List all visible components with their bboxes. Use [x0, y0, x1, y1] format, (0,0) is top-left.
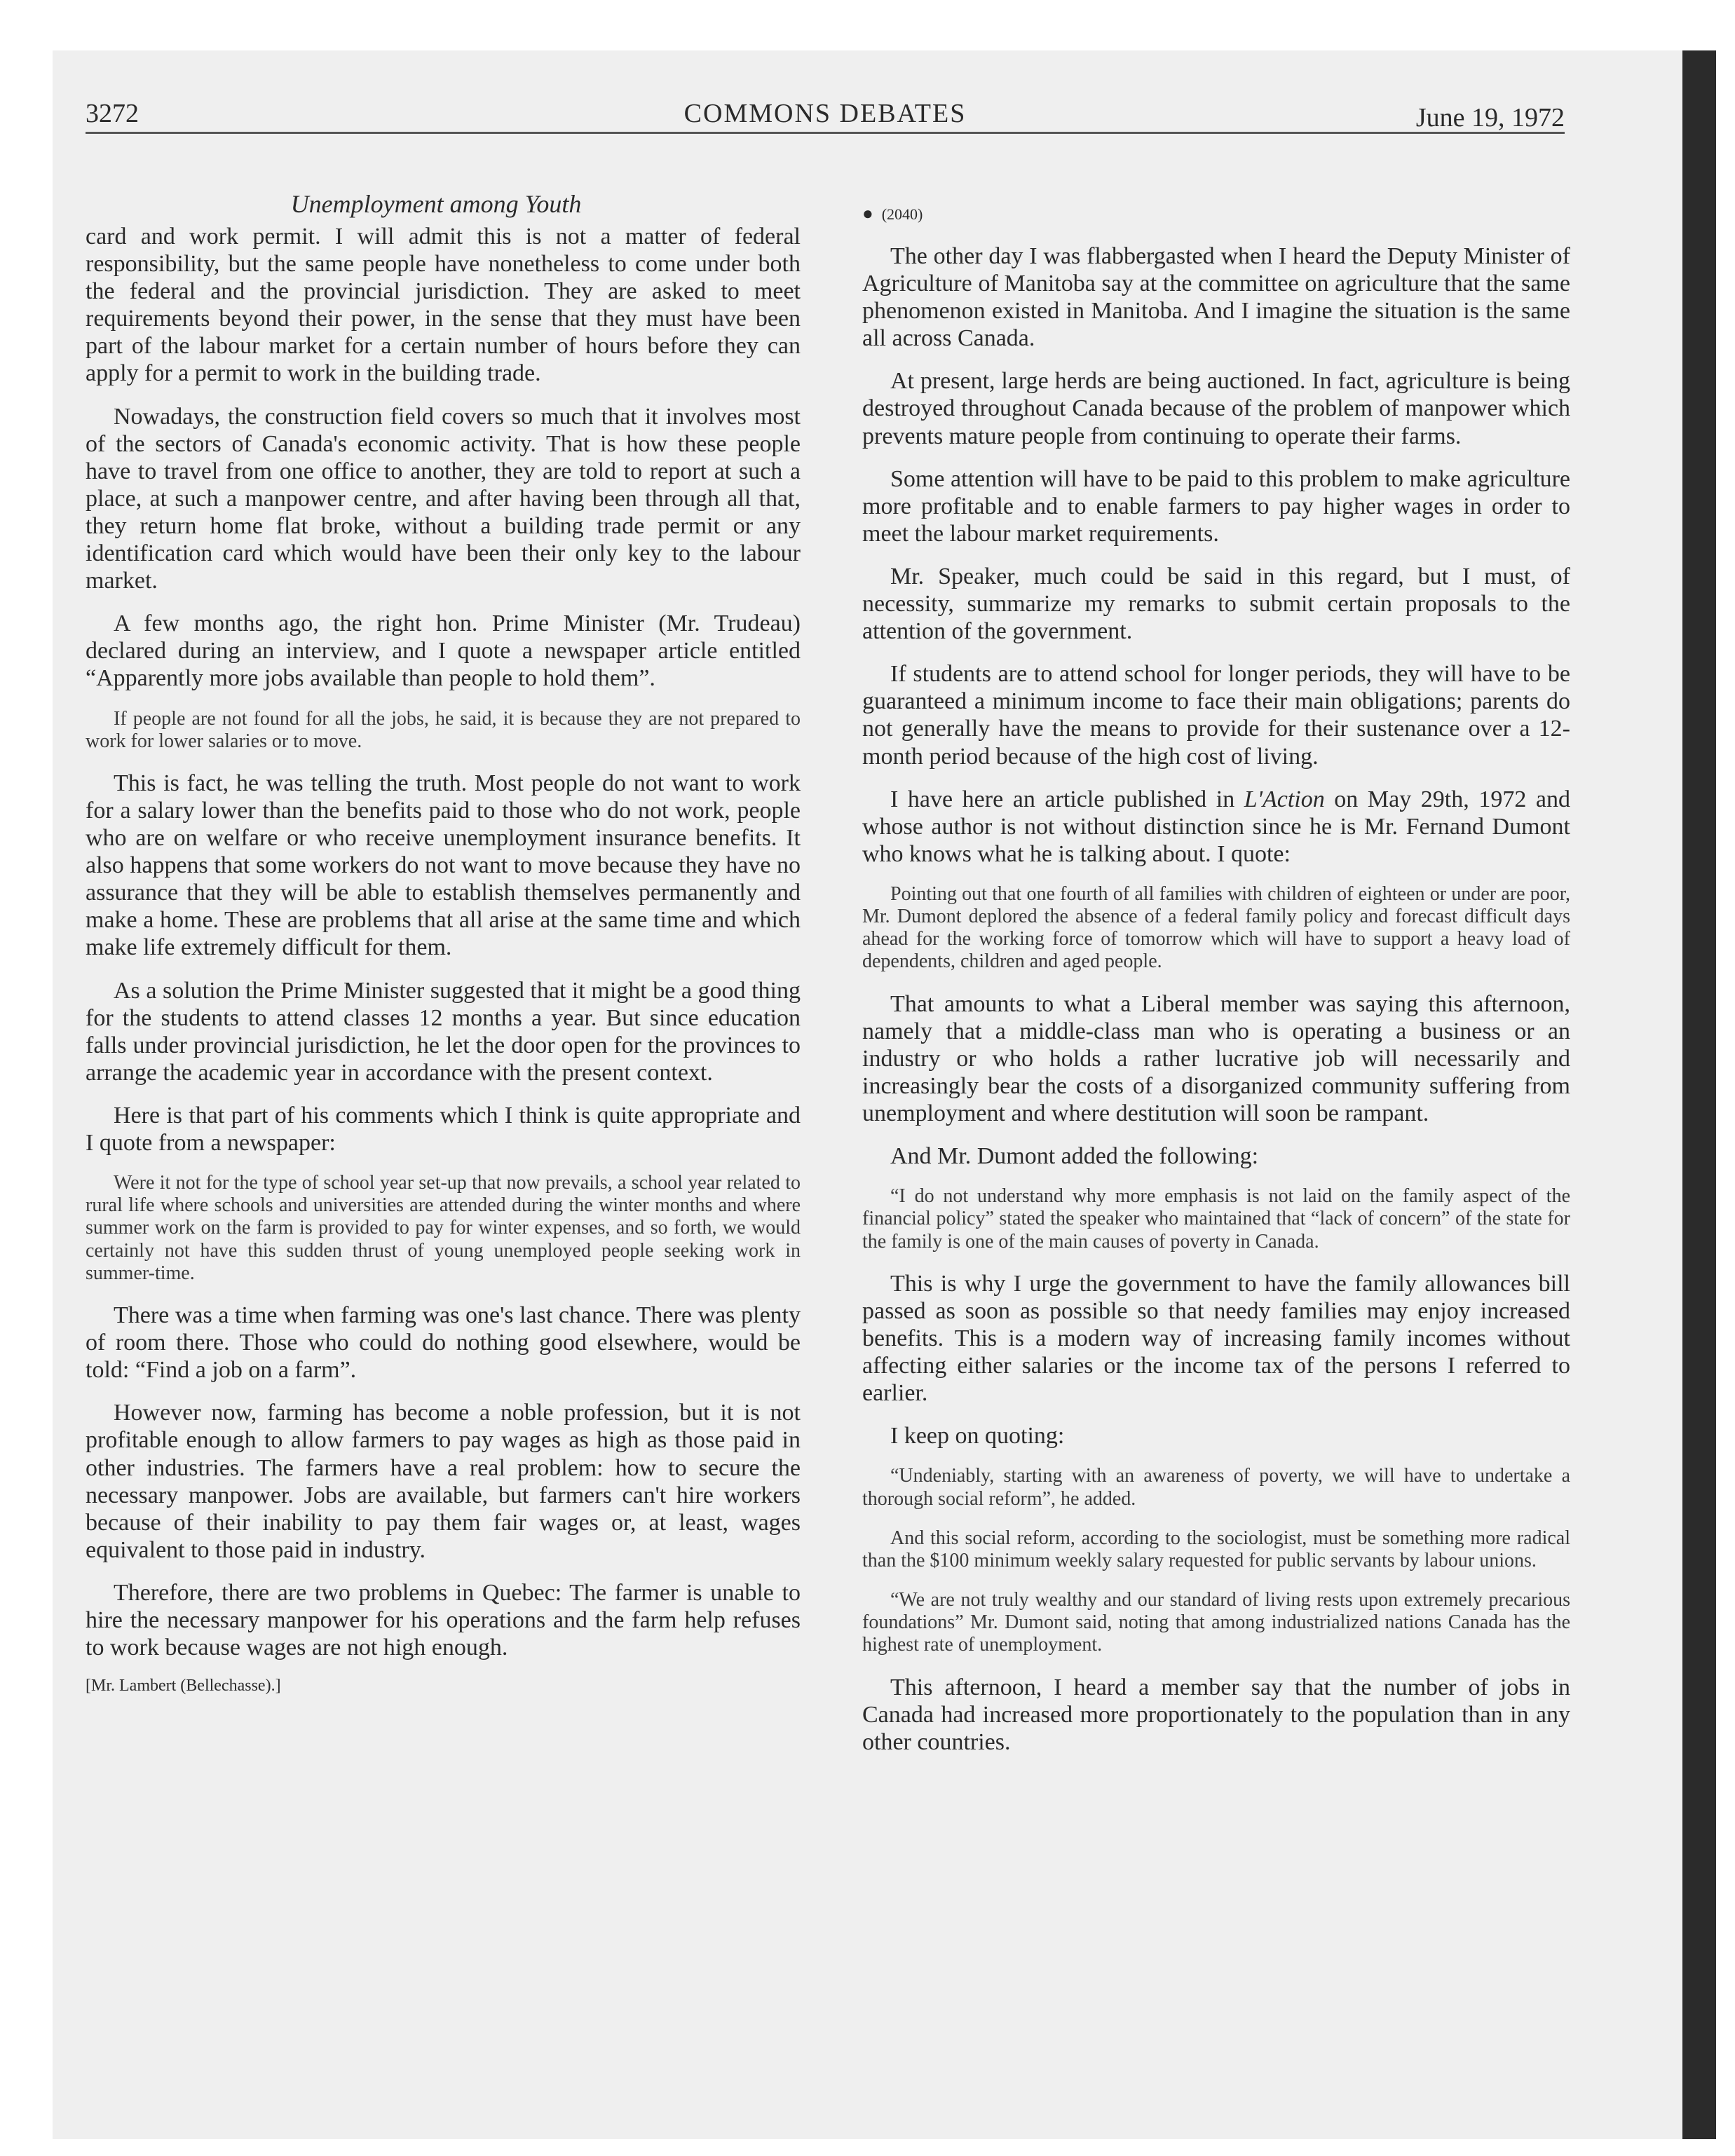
left-column	[86, 189, 801, 1696]
scan-dark-edge	[1682, 50, 1716, 2139]
paragraph: There was a time when farming was one's last chance. There was plenty of room there. Those who could do nothing good elsewhere, would be told: “Find a job on a farm”.	[86, 1302, 801, 1384]
paragraph: The other day I was flabbergasted when I heard the Deputy Minister of Agriculture of Manitoba say at the committee on agriculture that the same phenomenon existed in Manitoba. And I imagine the situation is the same all across Canada.	[862, 243, 1570, 352]
block-quote: “I do not understand why more emphasis is not laid on the family aspect of the financial policy” stated the speaker who maintained that “lack of concern” of the state for the family is one of the main causes of poverty in Canada.	[862, 1185, 1570, 1253]
paragraph: If students are to attend school for longer periods, they will have to be guaranteed a minimum income to face their main obligations; parents do not generally have the means to provide for their sustenance over a 12-month period because of the high cost of living.	[862, 661, 1570, 770]
paragraph: Nowadays, the construction field covers so much that it involves most of the sectors of Canada's economic activity. That is how these people have to travel from one office to another, they are told to report at such a place, at such a manpower centre, and after having been through all that, they return home flat broke, without a building trade permit or any identification card which would have been their only key to the labour market.	[86, 403, 801, 594]
page-number: 3272	[86, 99, 139, 128]
bullet-icon: ●	[862, 203, 873, 224]
timestamp	[862, 203, 1570, 224]
paragraph: And Mr. Dumont added the following:	[890, 1143, 1259, 1170]
publication-title: COMMONS DEBATES	[683, 99, 967, 128]
paragraph: As a solution the Prime Minister suggested that it might be a good thing for the students to attend classes 12 months a year. But since education falls under provincial jurisdiction, he let the door open for the provinces to arrange the academic year in accordance with the present context.	[86, 977, 801, 1086]
paragraph: This is why I urge the government to have the family allowances bill passed as soon as possible so that needy families may enjoy increased benefits. This is a modern way of increasing family incomes without affecting either salaries or the income tax of the persons I referred to earlier.	[862, 1270, 1570, 1407]
speaker-attribution: [Mr. Lambert (Bellechasse).]	[86, 1677, 281, 1696]
block-quote: Were it not for the type of school year set-up that now prevails, a school year related to rural life where schools and universities are attended during the winter months and where summer work on the farm is provided to pay for winter expenses, and so forth, we would certainly not have this sudden thrust of young unemployed people seeking work in summer-time.	[86, 1172, 801, 1284]
paragraph: A few months ago, the right hon. Prime Minister (Mr. Trudeau) declared during an interview, and I quote a newspaper article entitled “Apparently more jobs available than people to hold them”.	[86, 610, 801, 692]
timestamp-text: (2040)	[881, 205, 923, 223]
paragraph: card and work permit. I will admit this is not a matter of federal responsibility, but the same people have nonetheless to come under both the federal and the provincial jurisdiction. They are asked to meet requirements beyond their power, in the sense that they must have been part of the labour market for a certain number of hours before they can apply for a permit to work in the building trade.	[86, 224, 801, 387]
publication-date: June 19, 1972	[1415, 103, 1565, 132]
paragraph: This afternoon, I heard a member say that the number of jobs in Canada had increased more proportionately to the population than in any other countries.	[862, 1674, 1570, 1755]
page-header	[86, 90, 1565, 134]
paragraph: Therefore, there are two problems in Quebec: The farmer is unable to hire the necessary manpower for his operations and the farm help refuses to work because wages are not high enough.	[86, 1579, 801, 1661]
paragraph: Here is that part of his comments which I think is quite appropriate and I quote from a newspaper:	[86, 1102, 801, 1156]
paragraph: At present, large herds are being auctioned. In fact, agriculture is being destroyed throughout Canada because of the problem of manpower which prevents mature people from continuing to operate their farms.	[862, 368, 1570, 449]
paragraph-text: on May 29th, 1972 and whose author is not without distinction since he is Mr. Fernand Dumont who knows what he is talking about. I quote:	[862, 786, 1570, 867]
running-head: Unemployment among Youth	[290, 190, 582, 218]
paragraph: I keep on quoting:	[890, 1423, 1065, 1449]
right-column	[862, 189, 1570, 1771]
block-quote: “We are not truly wealthy and our standard of living rests upon extremely precarious foundations” Mr. Dumont said, noting that among industrialized nations Canada has the highest rate of unemployment.	[862, 1589, 1570, 1656]
publication-name: L'Action	[1244, 786, 1325, 812]
paragraph: This is fact, he was telling the truth. Most people do not want to work for a salary lower than the benefits paid to those who do not work, people who are on welfare or who receive unemployment insurance benefits. It also happens that some workers do not want to move because they have no assurance that they will be able to establish themselves permanently and make a home. These are problems that all arise at the same time and which make life extremely difficult for them.	[86, 770, 801, 961]
paragraph: However now, farming has become a noble profession, but it is not profitable enough to allow farmers to pay wages as high as those paid in other industries. The farmers have a real problem: how to secure the necessary manpower. Jobs are available, but farmers can't hire workers because of their inability to pay them fair wages or, at least, wages equivalent to those paid in industry.	[86, 1400, 801, 1563]
block-quote: “Undeniably, starting with an awareness of poverty, we will have to undertake a thorough social reform”, he added.	[862, 1465, 1570, 1510]
block-quote: Pointing out that one fourth of all families with children of eighteen or under are poor, Mr. Dumont deplored the absence of a federal family policy and forecast difficult days ahead for the working force of tomorrow which will have to support a heavy load of dependents, children and aged people.	[862, 882, 1570, 973]
paragraph	[862, 786, 1570, 868]
paragraph: Some attention will have to be paid to this problem to make agriculture more profitable and to enable farmers to pay higher wages in order to meet the labour market requirements.	[862, 465, 1570, 547]
block-quote: If people are not found for all the jobs, he said, it is because they are not prepared to work for lower salaries or to move.	[86, 707, 801, 752]
paragraph: That amounts to what a Liberal member was saying this afternoon, namely that a middle-class man who is operating a business or an industry or who holds a rather lucrative job will necessarily and increasingly bear the costs of a disorganized community suffering from unemployment and where destitution will soon be rampant.	[862, 990, 1570, 1126]
block-quote: And this social reform, according to the sociologist, must be something more radical than the $100 minimum weekly salary requested for public servants by labour unions.	[862, 1527, 1570, 1571]
paragraph: Mr. Speaker, much could be said in this regard, but I must, of necessity, summarize my remarks to submit certain proposals to the attention of the government.	[862, 563, 1570, 645]
paragraph-text: I have here an article published in	[890, 786, 1244, 812]
